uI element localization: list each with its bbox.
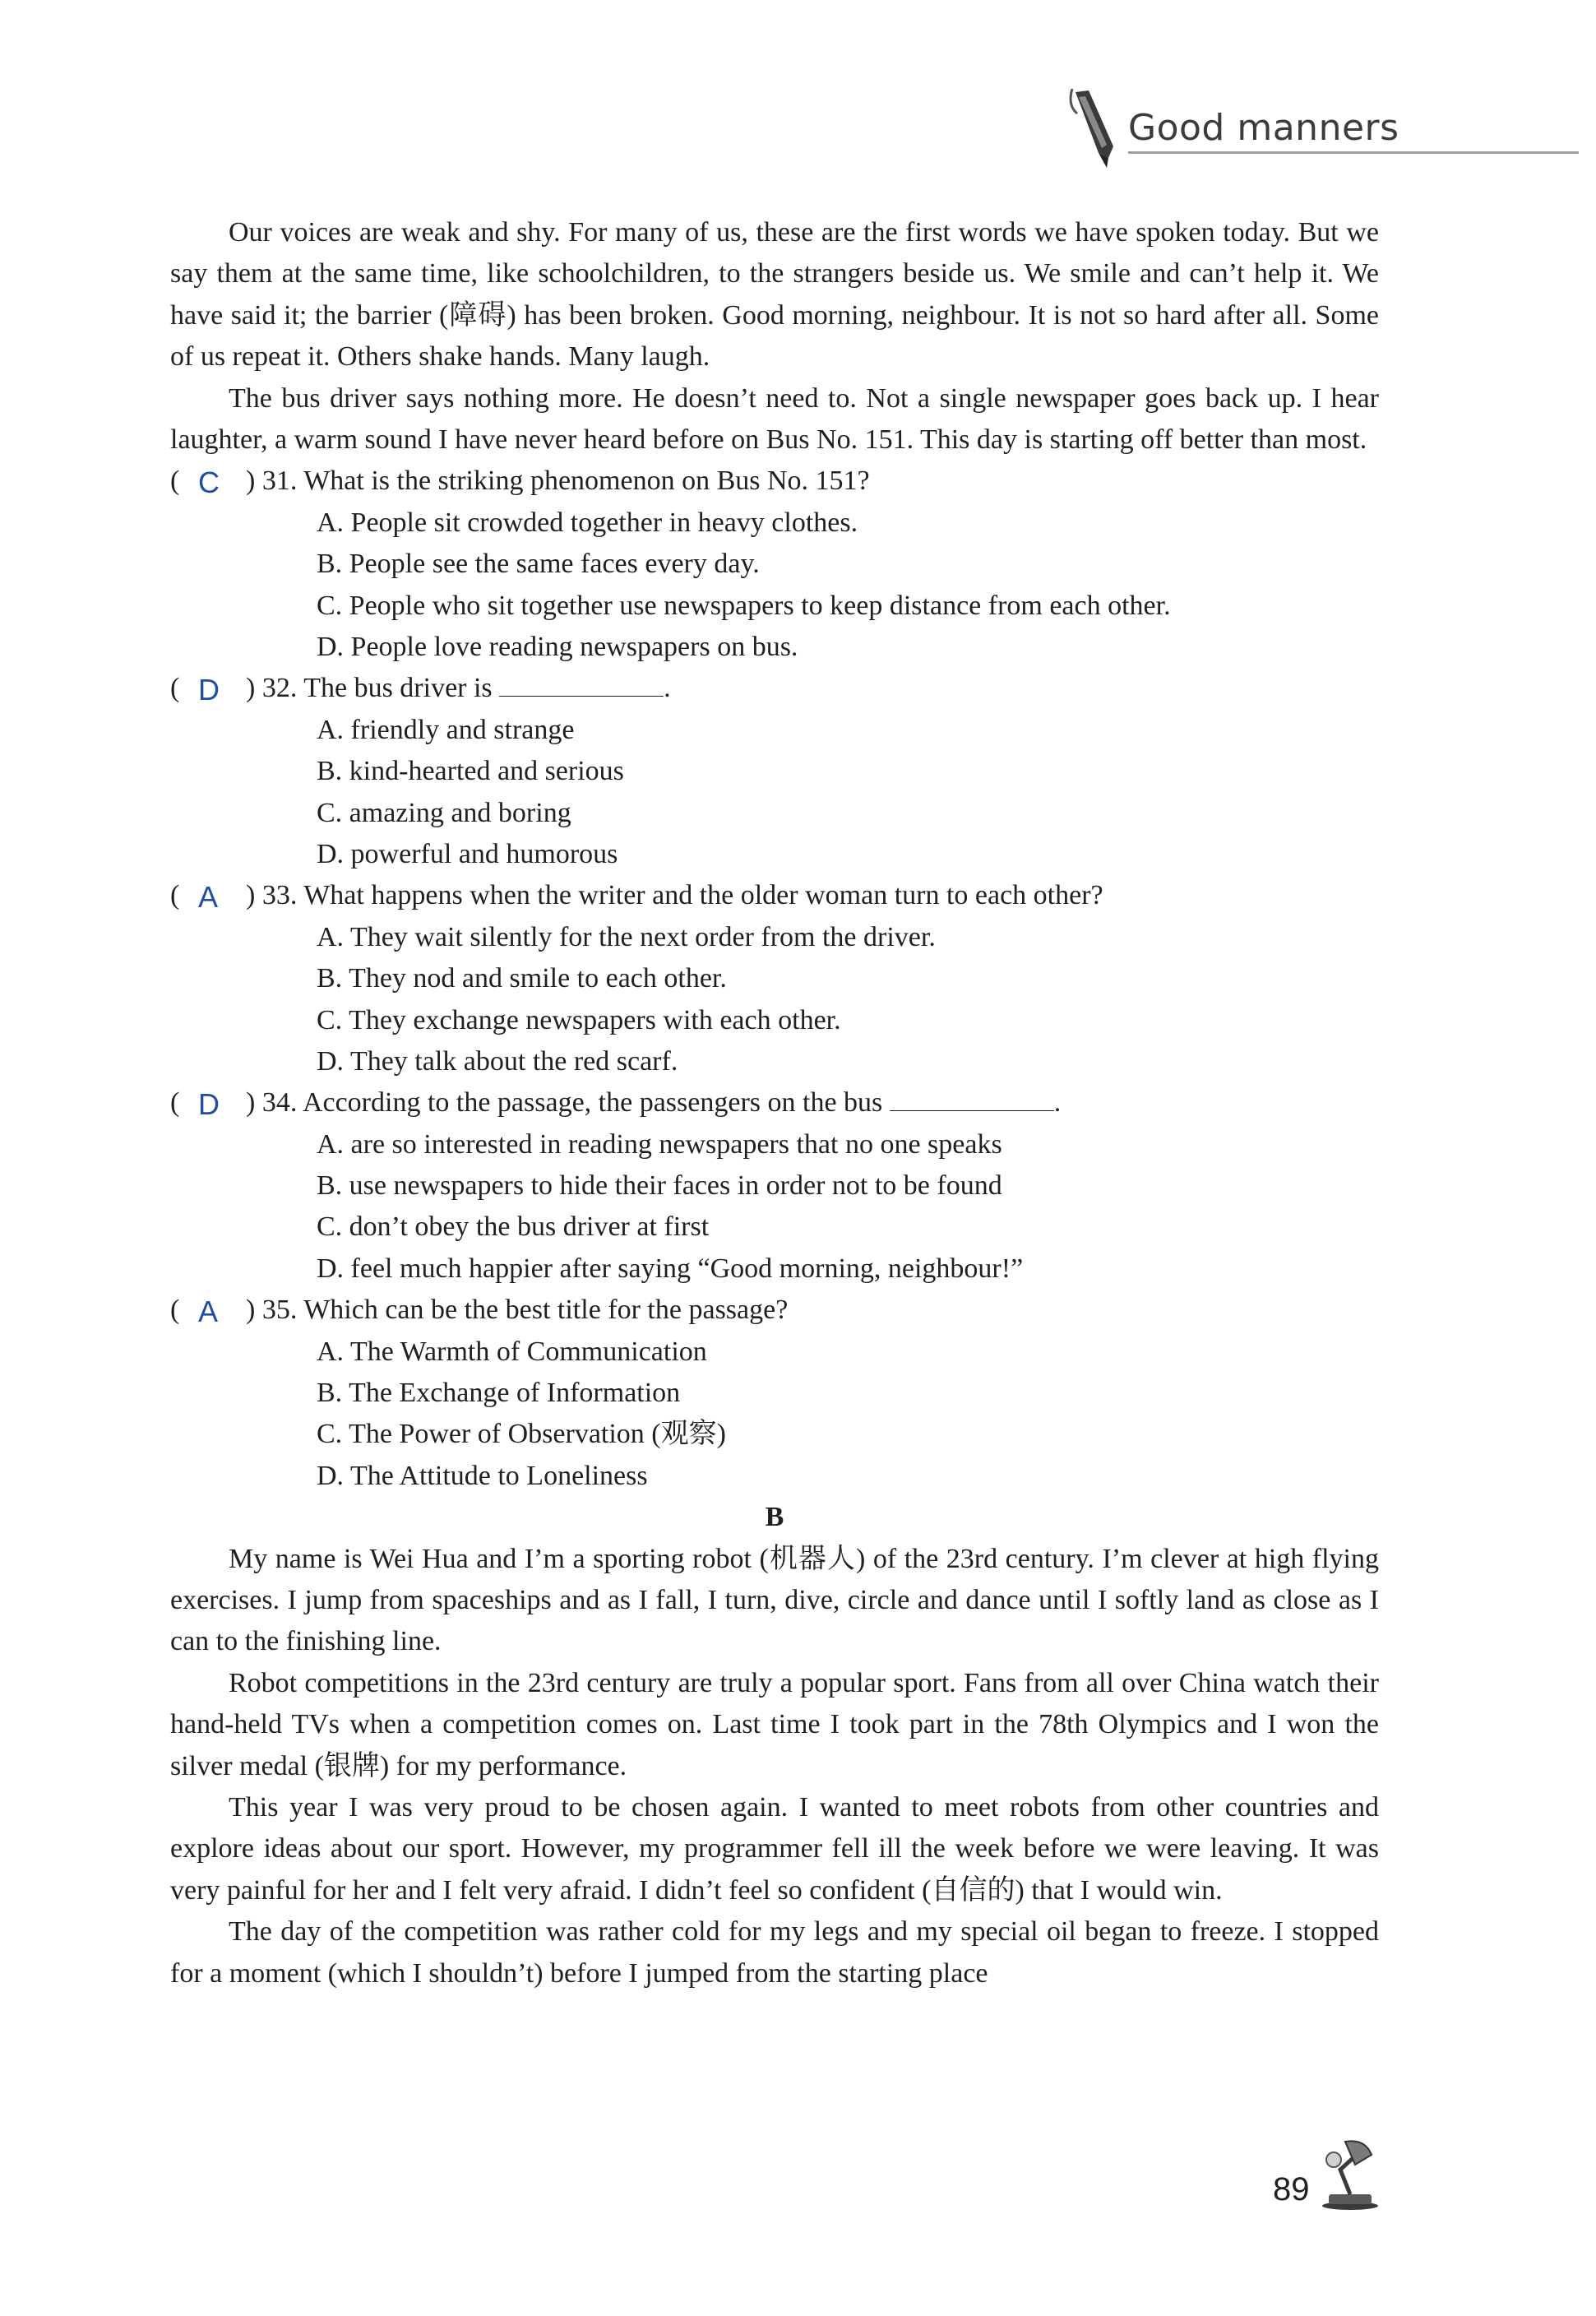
- option-33-d: D. They talk about the red scarf.: [317, 1045, 678, 1077]
- paren-open: (: [170, 880, 180, 911]
- option-35-d: D. The Attitude to Loneliness: [317, 1460, 648, 1491]
- answer-32: D: [198, 673, 220, 707]
- passage-b-paragraph-2: Robot competitions in the 23rd century are truly a popular sport. Fans from all over China watch their hand-held TVs when a competition comes on. Last time I took part in the 78th Olympics and I won the silver medal (银牌) for my performance.: [170, 1667, 1379, 1781]
- option-34-d: D. feel much happier after saying “Good morning, neighbour!”: [317, 1253, 1024, 1284]
- passage-a-paragraph-1: Our voices are weak and shy. For many of us, these are the first words we have spoken today. But we say them at the same time, like schoolchildren, to the strangers beside us. We smile and can’t help it. We have said it; the barrier (障碍) has been broken. Good morning, neighbour. It is not so hard after all. Some of us repeat it. Others shake hands. Many laugh.: [170, 217, 1379, 373]
- answer-31: C: [198, 466, 220, 500]
- option-31-c: C. People who sit together use newspapers to keep distance from each other.: [317, 590, 1171, 621]
- answer-blank: [890, 1082, 1054, 1111]
- passage-b-paragraph-4: The day of the competition was rather cold for my legs and my special oil began to freeze. I stopped for a moment (which I shouldn’t) before I jumped from the starting place: [170, 1916, 1379, 1989]
- question-31: [170, 461, 1379, 502]
- question-32-text-wrap: ) 32. The bus driver is .: [246, 668, 671, 709]
- answer-33: A: [198, 880, 219, 915]
- desk-lamp-icon: [1317, 2137, 1383, 2211]
- section-b-heading: B: [765, 1502, 784, 1533]
- question-34: [170, 1082, 1379, 1123]
- paren-open: (: [170, 1087, 180, 1119]
- option-34-a: A. are so interested in reading newspapers that no one speaks: [317, 1128, 1002, 1160]
- option-31-b: B. People see the same faces every day.: [317, 549, 760, 580]
- header-rule: [1128, 151, 1579, 154]
- option-34-c: C. don’t obey the bus driver at first: [317, 1211, 710, 1243]
- option-31-d: D. People love reading newspapers on bus.: [317, 632, 798, 662]
- answer-blank: [499, 668, 664, 697]
- pen-icon: [1061, 89, 1126, 171]
- option-35-c: C. The Power of Observation (观察): [317, 1419, 726, 1450]
- option-33-b: B. They nod and smile to each other.: [317, 963, 727, 994]
- passage-a-paragraph-2: The bus driver says nothing more. He doesn’t need to. Not a single newspaper goes back up. I hear laughter, a warm sound I have never heard before on Bus No. 151. This day is starting off better than most.: [170, 382, 1379, 456]
- question-35: [170, 1290, 1379, 1331]
- option-35-b: B. The Exchange of Information: [317, 1378, 681, 1409]
- option-33-c: C. They exchange newspapers with each other.: [317, 1004, 841, 1035]
- header-title: Good manners: [1128, 107, 1399, 149]
- question-31-text: ) 31. What is the striking phenomenon on Bus No. 151?: [246, 466, 870, 497]
- answer-35: A: [198, 1295, 219, 1329]
- question-33: [170, 875, 1379, 916]
- passage-b-paragraph-3: This year I was very proud to be chosen again. I wanted to meet robots from other countries and explore ideas about our sport. However, my programmer fell ill the week before we were leaving. It was very painful for her and I felt very afraid. I didn’t feel so confident (自信的) that I would win.: [170, 1792, 1379, 1906]
- paren-open: (: [170, 466, 180, 497]
- question-33-text: ) 33. What happens when the writer and the older woman turn to each other?: [246, 880, 1103, 911]
- page-header: [1061, 89, 1579, 171]
- question-32-text: ) 32. The bus driver is: [246, 673, 493, 704]
- option-32-a: A. friendly and strange: [317, 714, 575, 745]
- passage-b-paragraph-1: My name is Wei Hua and I’m a sporting robot (机器人) of the 23rd century. I’m clever at high flying exercises. I jump from spaceships and as I fall, I turn, dive, circle and dance until I softly land as close as I can to the finishing line.: [170, 1543, 1379, 1657]
- page-number: 89: [1273, 2171, 1310, 2207]
- option-32-b: B. kind-hearted and serious: [317, 756, 624, 787]
- question-32: [170, 668, 1379, 709]
- option-32-d: D. powerful and humorous: [317, 838, 618, 869]
- question-34-text-wrap: ) 34. According to the passage, the passengers on the bus .: [246, 1082, 1061, 1123]
- page-content: [170, 212, 1379, 1994]
- option-33-a: A. They wait silently for the next order from the driver.: [317, 921, 936, 952]
- option-31-a: A. People sit crowded together in heavy clothes.: [317, 507, 858, 538]
- question-34-text: ) 34. According to the passage, the passengers on the bus: [246, 1087, 883, 1119]
- option-32-c: C. amazing and boring: [317, 797, 571, 828]
- answer-34: D: [198, 1087, 220, 1122]
- paren-open: (: [170, 1295, 180, 1326]
- paren-open: (: [170, 673, 180, 704]
- option-35-a: A. The Warmth of Communication: [317, 1336, 707, 1367]
- option-34-b: B. use newspapers to hide their faces in order not to be found: [317, 1170, 1002, 1202]
- question-35-text: ) 35. Which can be the best title for the passage?: [246, 1295, 789, 1326]
